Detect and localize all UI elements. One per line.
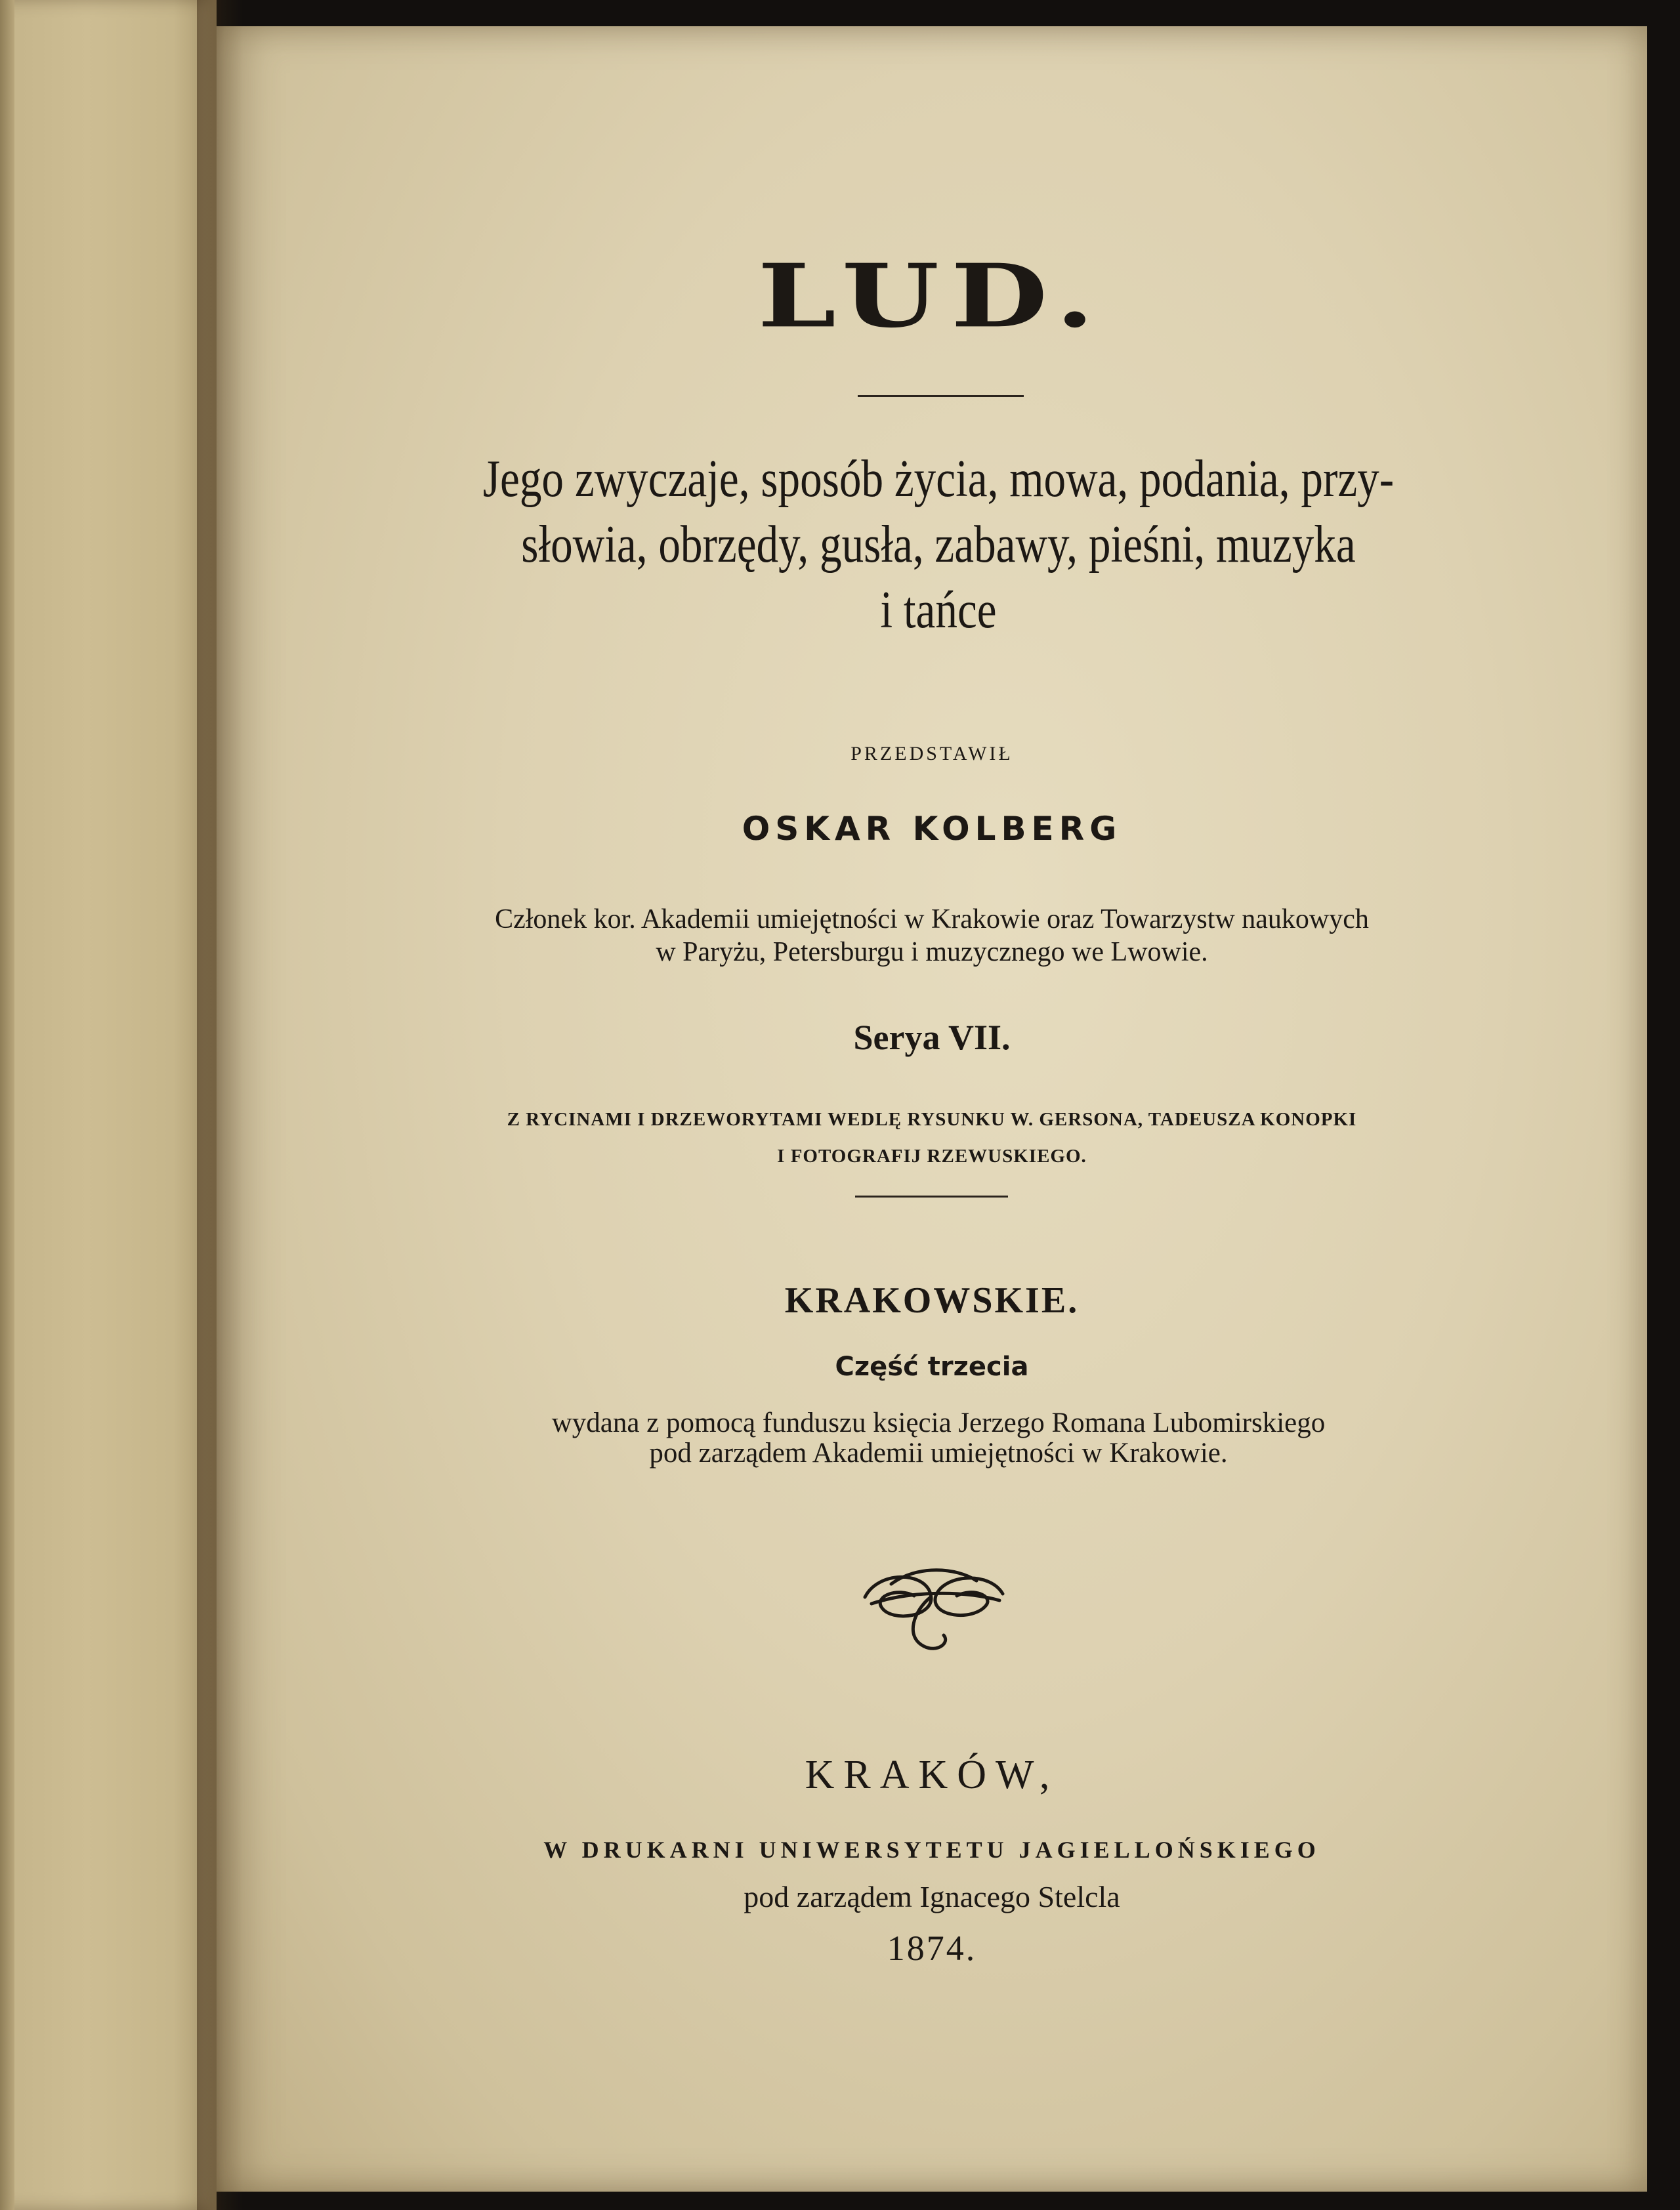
publication-place: KRAKÓW, (805, 1753, 1059, 1797)
publication-year: 1874. (887, 1929, 977, 1968)
title-page-content (217, 26, 1647, 2192)
illustrations-line: Z RYCINAMI I DRZEWORYTAMI WEDLĘ RYSUNKU W. GERSONA, TADEUSZA KONOPKI (507, 1109, 1357, 1130)
title-rule (858, 395, 1024, 397)
funding-line: pod zarządem Akademii umiejętności w Krakowie. (649, 1438, 1228, 1469)
author-affiliation (381, 903, 1483, 969)
left-page (0, 0, 217, 2210)
affiliation-line: w Paryżu, Petersburgu i muzycznego we Lwowie. (656, 937, 1208, 967)
illustrations-note (368, 1101, 1496, 1175)
author-name: OSKAR KOLBERG (742, 810, 1122, 848)
illustrations-line: I FOTOGRAFIJ RZEWUSKIEGO. (777, 1146, 1087, 1167)
volume-region: KRAKOWSKIE. (784, 1280, 1080, 1321)
presented-by-label: PRZEDSTAWIŁ (850, 743, 1013, 764)
printer-manager: pod zarządem Ignacego Stelcla (744, 1880, 1120, 1913)
volume-part: Część trzecia (835, 1352, 1029, 1382)
book-title: LUD. (757, 245, 1106, 348)
flourish-ornament (852, 1558, 1016, 1663)
book-subtitle (481, 446, 1396, 643)
funding-note (394, 1408, 1483, 1469)
subtitle-line: Jego zwyczaje, sposób życia, mowa, podania, przy- (482, 450, 1395, 508)
printer-name: W DRUKARNI UNIWERSYTETU JAGIELLOŃSKIEGO (543, 1837, 1320, 1863)
subtitle-line: i tańce (880, 581, 997, 639)
funding-line: wydana z pomocą funduszu księcia Jerzego Romana Lubomirskiego (551, 1407, 1326, 1438)
subtitle-line: słowia, obrzędy, gusła, zabawy, pieśni, muzyka (521, 516, 1356, 573)
affiliation-line: Członek kor. Akademii umiejętności w Krakowie oraz Towarzystw naukowych (495, 904, 1369, 934)
section-rule (855, 1196, 1008, 1198)
left-page-edge (0, 0, 14, 2210)
series-label: Serya VII. (853, 1018, 1011, 1057)
